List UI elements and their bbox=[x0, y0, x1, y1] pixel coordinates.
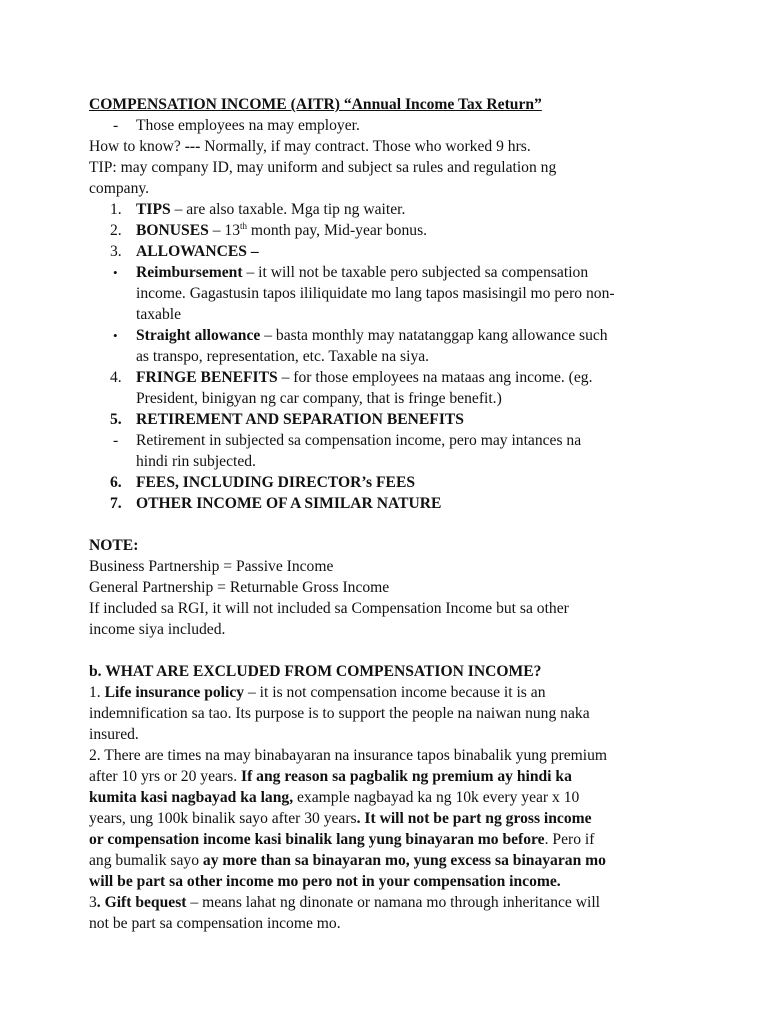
list-item-tips bbox=[89, 199, 699, 220]
section-heading-text: b. WHAT ARE EXCLUDED FROM COMPENSATION INCOME? bbox=[89, 663, 542, 680]
bullet-text: taxable bbox=[136, 306, 182, 323]
item-heading: Life insurance policy bbox=[104, 684, 245, 701]
excluded-item-2-line bbox=[89, 871, 699, 892]
section-heading bbox=[89, 661, 699, 682]
item-text: – 13 bbox=[208, 222, 240, 239]
item-number: 7. bbox=[110, 495, 122, 512]
how-dashes: --- bbox=[184, 138, 201, 155]
item-heading: TIPS bbox=[136, 201, 171, 218]
spacer bbox=[89, 514, 699, 535]
item-number: 3 bbox=[89, 894, 97, 911]
item-number: 4. bbox=[110, 369, 122, 386]
item-text: President, binigyan ng car company, that is fringe benefit.) bbox=[136, 390, 502, 407]
excluded-item-2-line bbox=[89, 766, 699, 787]
bullet-text: income. Gagastusin tapos ililiquidate mo lang tapos masisingil mo pero non- bbox=[136, 285, 615, 302]
note-text: Retirement in subjected sa compensation income, pero may intances na bbox=[136, 432, 582, 449]
item-emphasis: . It will not be part ng gross income bbox=[356, 810, 592, 827]
item-text: – it is not compensation income because it is an bbox=[244, 684, 546, 701]
item-emphasis: will be part sa other income mo pero not in your compensation income. bbox=[89, 873, 561, 890]
tip-line-1: TIP: may company ID, may uniform and subject sa rules and regulation ng bbox=[89, 159, 557, 176]
excluded-item-2-line bbox=[89, 808, 699, 829]
how-text: Normally, if may contract. Those who worked 9 hrs. bbox=[200, 138, 531, 155]
item-number: 3. bbox=[110, 243, 122, 260]
item-text: insured. bbox=[89, 726, 139, 743]
note-heading bbox=[89, 535, 699, 556]
item-text: 2. There are times na may binabayaran na insurance tapos binabalik yung premium bbox=[89, 747, 608, 764]
item-text: example nagbayad ka ng 10k every year x 10 bbox=[293, 789, 580, 806]
list-item-fees bbox=[89, 472, 699, 493]
how-label: How to know? bbox=[89, 138, 185, 155]
item-text: years, ung 100k binalik sayo after 30 years bbox=[89, 810, 357, 827]
superscript: th bbox=[240, 220, 248, 231]
item-text: indemnification sa tao. Its purpose is to support the people na naiwan nung naka bbox=[89, 705, 590, 722]
item-text: – for those employees na mataas ang income. (eg. bbox=[277, 369, 593, 386]
note-line: Business Partnership = Passive Income bbox=[89, 558, 334, 575]
item-number: 1. bbox=[89, 684, 105, 701]
item-heading: . Gift bequest bbox=[96, 894, 187, 911]
title-part2: “Annual Income Tax Return” bbox=[343, 96, 542, 113]
bullet-reimbursement bbox=[89, 262, 699, 325]
note-line: General Partnership = Returnable Gross Income bbox=[89, 579, 390, 596]
list-item-bonuses bbox=[89, 220, 699, 241]
list-item-fringe-benefits bbox=[89, 367, 699, 409]
item-emphasis: If ang reason sa pagbalik ng premium ay hindi ka bbox=[241, 768, 572, 785]
note-line: If included sa RGI, it will not included sa Compensation Income but sa other bbox=[89, 600, 569, 617]
list-item-allowances bbox=[89, 241, 699, 262]
bullet-heading: Reimbursement bbox=[136, 264, 243, 281]
bullet-icon: • bbox=[113, 328, 118, 343]
bullet-text: as transpo, representation, etc. Taxable na siya. bbox=[136, 348, 430, 365]
item-text: ang bumalik sayo bbox=[89, 852, 203, 869]
employees-line bbox=[89, 115, 699, 136]
item-number: 5. bbox=[110, 411, 122, 428]
item-heading: ALLOWANCES – bbox=[136, 243, 259, 260]
bullet-icon: • bbox=[113, 265, 118, 280]
excluded-item-3 bbox=[89, 892, 699, 913]
excluded-item-2-line bbox=[89, 850, 699, 871]
note-text: hindi rin subjected. bbox=[136, 453, 256, 470]
title-part1: COMPENSATION INCOME (AITR) bbox=[89, 96, 344, 113]
item-text: not be part sa compensation income mo. bbox=[89, 915, 341, 932]
dash-marker: - bbox=[113, 432, 119, 449]
retirement-note bbox=[89, 430, 699, 472]
how-to-know-line bbox=[89, 136, 699, 157]
document-page bbox=[89, 94, 699, 934]
excluded-item-2-line bbox=[89, 829, 699, 850]
bullet-text: – basta monthly may natatanggap kang allowance such bbox=[260, 327, 608, 344]
employees-text: Those employees na may employer. bbox=[136, 117, 360, 134]
bullet-straight-allowance bbox=[89, 325, 699, 367]
item-emphasis: or compensation income kasi binalik lang yung binayaran mo before bbox=[89, 831, 545, 848]
item-text: – are also taxable. Mga tip ng waiter. bbox=[170, 201, 406, 218]
page-title bbox=[89, 94, 699, 115]
spacer bbox=[89, 640, 699, 661]
item-heading: FEES, INCLUDING DIRECTOR’s FEES bbox=[136, 474, 416, 491]
item-text: after 10 yrs or 20 years. bbox=[89, 768, 241, 785]
item-text: – means lahat ng dinonate or namana mo through inheritance will bbox=[186, 894, 601, 911]
excluded-item-2-line bbox=[89, 787, 699, 808]
item-heading: BONUSES bbox=[136, 222, 209, 239]
item-heading: FRINGE BENEFITS bbox=[136, 369, 278, 386]
note-heading-text: NOTE: bbox=[89, 537, 139, 554]
item-number: 6. bbox=[110, 474, 122, 491]
excluded-item-1 bbox=[89, 682, 699, 703]
item-heading: OTHER INCOME OF A SIMILAR NATURE bbox=[136, 495, 442, 512]
list-item-other-income bbox=[89, 493, 699, 514]
item-text: month pay, Mid-year bonus. bbox=[247, 222, 428, 239]
bullet-text: – it will not be taxable pero subjected sa compensation bbox=[242, 264, 589, 281]
item-emphasis: ay more than sa binayaran mo, yung excess sa binayaran mo bbox=[202, 852, 606, 869]
item-text: . Pero if bbox=[544, 831, 595, 848]
item-heading: RETIREMENT AND SEPARATION BENEFITS bbox=[136, 411, 464, 428]
dash-marker: - bbox=[113, 117, 119, 134]
item-number: 1. bbox=[110, 201, 122, 218]
item-number: 2. bbox=[110, 222, 122, 239]
item-emphasis: kumita kasi nagbayad ka lang, bbox=[89, 789, 294, 806]
tip-line-2: company. bbox=[89, 180, 150, 197]
list-item-retirement bbox=[89, 409, 699, 430]
note-line: income siya included. bbox=[89, 621, 226, 638]
bullet-heading: Straight allowance bbox=[136, 327, 261, 344]
